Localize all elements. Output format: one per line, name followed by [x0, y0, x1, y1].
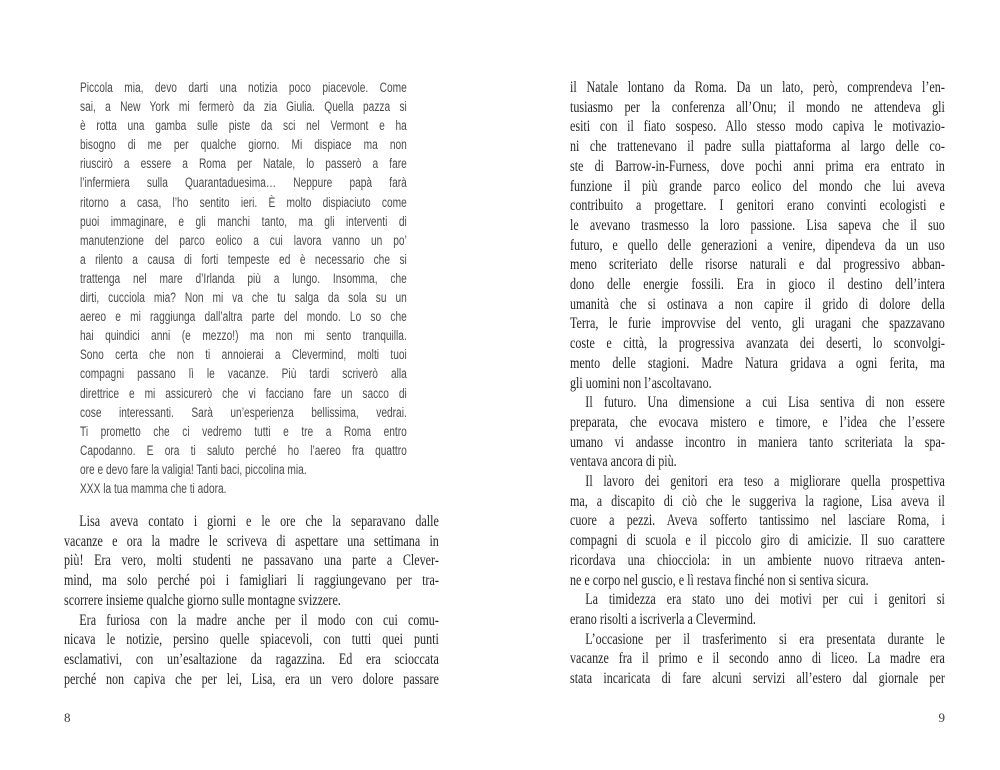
mother-letter — [80, 78, 439, 479]
text-line: umano vi andasse incontro in maniera tanto scriteriata la spa- — [570, 433, 945, 451]
text-line: riuscirò a essere a Roma per Natale, lo passerò a fare — [80, 156, 407, 172]
page-number-right: 9 — [938, 710, 945, 725]
text-line: compagni passano lì le vacanze. Più tardi scriverò alla — [80, 366, 407, 382]
narrative-paragraph-4-text — [570, 393, 945, 472]
text-line: hai quindici anni (e mezzo!) ma non mi sento tranquilla. — [80, 328, 407, 344]
text-line: tusiasmo per la conferenza all’Onu; il mondo ne attendeva gli — [570, 98, 945, 116]
text-line: L’occasione per il trasferimento si era presentata durante le — [585, 630, 945, 648]
text-line: sai, a New York mi fermerò da zia Giulia. Quella pazza si — [80, 99, 407, 115]
narrative-paragraph-1 — [64, 512, 439, 611]
mother-letter-text — [80, 78, 407, 479]
text-line: preparata, che evocava mistero e timore, e l’idea che l’essere — [570, 413, 945, 431]
text-line: umanità che si ostinava a non capire il grido di dolore della — [570, 295, 945, 313]
text-line: più! Era vero, molti studenti ne passavano una parte a Clever- — [64, 552, 439, 570]
text-line: Capodanno. E ora ti saluto perché ho l’aereo fra quattro — [80, 442, 407, 458]
page-right — [570, 78, 945, 689]
text-line: dono delle energie fossili. Era in gioco il destino dell’intera — [570, 276, 945, 294]
text-line: cuore a pezzi. Aveva sofferto tantissimo nel lasciare Roma, i — [570, 512, 945, 530]
text-line: cose interessanti. Sarà un’esperienza bellissima, vedrai. — [80, 404, 407, 420]
narrative-paragraph-4 — [570, 393, 945, 472]
text-line: trattenga nel mare d’Irlanda più a lungo. Insomma, che — [80, 270, 407, 286]
text-line: ventava ancora di più. — [570, 453, 677, 471]
text-line: ritorno a casa, l’ho sentito ieri. È molto dispiaciuto come — [80, 194, 407, 210]
text-line: Il futuro. Una dimensione a cui Lisa sentiva di non essere — [585, 394, 945, 412]
text-line: il Natale lontano da Roma. Da un lato, però, comprendeva l’en- — [570, 79, 945, 96]
text-line: Piccola mia, devo darti una notizia poco piacevole. Come — [80, 80, 407, 95]
text-line: futuro, e quello delle generazioni a venire, dipendeva da un uso — [570, 236, 945, 254]
text-line: ore e devo fare la valigia! Tanti baci, piccolina mia. — [80, 461, 307, 477]
text-line: stata incaricata di fare alcuni servizi all’estero dal giornale per — [570, 670, 945, 688]
text-line: XXX la tua mamma che ti adora. — [80, 480, 227, 496]
text-line: le avevano trasmesso la loro passione. Lisa sapeva che il suo — [570, 216, 945, 234]
narrative-paragraph-5 — [570, 472, 945, 590]
letter-signature-text — [80, 479, 407, 498]
text-line: La timidezza era stato uno dei motivi per cui i genitori si — [585, 591, 945, 609]
text-line: scorrere insieme qualche giorno sulle montagne svizzere. — [64, 591, 341, 609]
text-line: manutenzione del parco eolico a cui lavora vanno un po’ — [80, 232, 407, 248]
page-number-left: 8 — [64, 710, 71, 725]
text-line: Terra, le furie improvvise del vento, gli uragani che spazzavano — [570, 315, 945, 333]
text-line: aereo e mi raggiunga dall’altra parte del mondo. Lo so che — [80, 309, 407, 325]
text-line: ma, a discapito di ciò che le suggeriva la ragione, Lisa aveva il — [570, 492, 945, 510]
text-line: funzione il più grande parco eolico del mondo che lui aveva — [570, 177, 945, 195]
letter-signature — [80, 479, 439, 498]
text-line: coste e città, la progressiva avanzata dei deserti, lo sconvolgi- — [570, 335, 945, 353]
narrative-paragraph-6-text — [570, 590, 945, 629]
narrative-paragraph-3-text — [570, 78, 945, 393]
text-line: ste di Barrow-in-Furness, dove pochi anni prima era entrato in — [570, 157, 945, 175]
narrative-paragraph-2-text — [64, 611, 439, 690]
text-line: mento delle stagioni. Madre Natura gridava a ogni ferita, ma — [570, 354, 945, 372]
text-line: contribuito a progettare. I genitori erano convinti ecologisti e — [570, 197, 945, 215]
text-line: ricordava una chiocciola: in un ambiente nuovo ritraeva anten- — [570, 551, 945, 569]
narrative-paragraph-6 — [570, 590, 945, 629]
narrative-paragraph-3 — [570, 78, 945, 393]
text-line: compagni di scuola e il piccolo giro di amicizie. Il suo carattere — [570, 532, 945, 550]
text-line: puoi immaginare, e gli manchi tanto, ma gli interventi di — [80, 213, 407, 229]
text-line: esclamativi, con un’esaltazione da ragazzina. Ed era scioccata — [64, 650, 439, 668]
text-line: Lisa aveva contato i giorni e le ore che la separavano dalle — [79, 513, 439, 531]
narrative-paragraph-7 — [570, 630, 945, 689]
page-left — [64, 78, 439, 689]
text-line: Ti prometto che ci vedremo tutti e tre a Roma entro — [80, 423, 407, 439]
narrative-paragraph-2 — [64, 611, 439, 690]
text-line: a rilento a causa di forti tempeste ed è necessario che si — [80, 251, 407, 267]
text-line: Era furiosa con la madre anche per il modo con cui comu- — [79, 611, 439, 629]
text-line: mind, ma solo perché poi i famigliari li raggiungevano per tra- — [64, 572, 439, 590]
text-line: è rotta una gamba sulle piste da sci nel Vermont e ha — [80, 118, 407, 134]
text-line: ni che trattenevano il padre sulla piattaforma al largo delle co- — [570, 138, 945, 156]
text-line: Il lavoro dei genitori era teso a migliorare quella prospettiva — [585, 473, 945, 491]
text-line: gli uomini non l’ascoltavano. — [570, 374, 712, 392]
text-line: dirti, cucciola mia? Non mi va che tu salga da sola su un — [80, 290, 407, 306]
text-line: direttrice e mi assicurerò che vi facciano fare un sacco di — [80, 385, 407, 401]
narrative-paragraph-7-text — [570, 630, 945, 689]
narrative-paragraph-5-text — [570, 472, 945, 590]
text-line: perché non capiva che per lei, Lisa, era un vero dolore passare — [64, 670, 439, 688]
text-line: esiti con il fiato sospeso. Allo stesso modo capiva le motivazio- — [570, 118, 945, 136]
text-line: ne e corpo nel guscio, e lì restava finché non si sentiva sicura. — [570, 571, 869, 589]
text-line: erano risolti a iscriverla a Clevermind. — [570, 610, 756, 628]
text-line: meno scriteriato delle risorse naturali e dal progressivo abban- — [570, 256, 945, 274]
text-line: l’infermiera sulla Quarantaduesima… Neppure papà farà — [80, 175, 407, 191]
text-line: vacanze e ora la madre le scriveva di aspettare una settimana in — [64, 532, 439, 550]
text-line: vacanze fra il primo e il secondo anno di liceo. La madre era — [570, 650, 945, 668]
text-line: nicava le notizie, persino quelle spiacevoli, con tutti quei punti — [64, 631, 439, 649]
text-line: bisogno di me per qualche giorno. Mi dispiace ma non — [80, 137, 407, 153]
text-line: Sono certa che non ti annoierai a Clevermind, molti tuoi — [80, 347, 407, 363]
narrative-paragraph-1-text — [64, 512, 439, 611]
